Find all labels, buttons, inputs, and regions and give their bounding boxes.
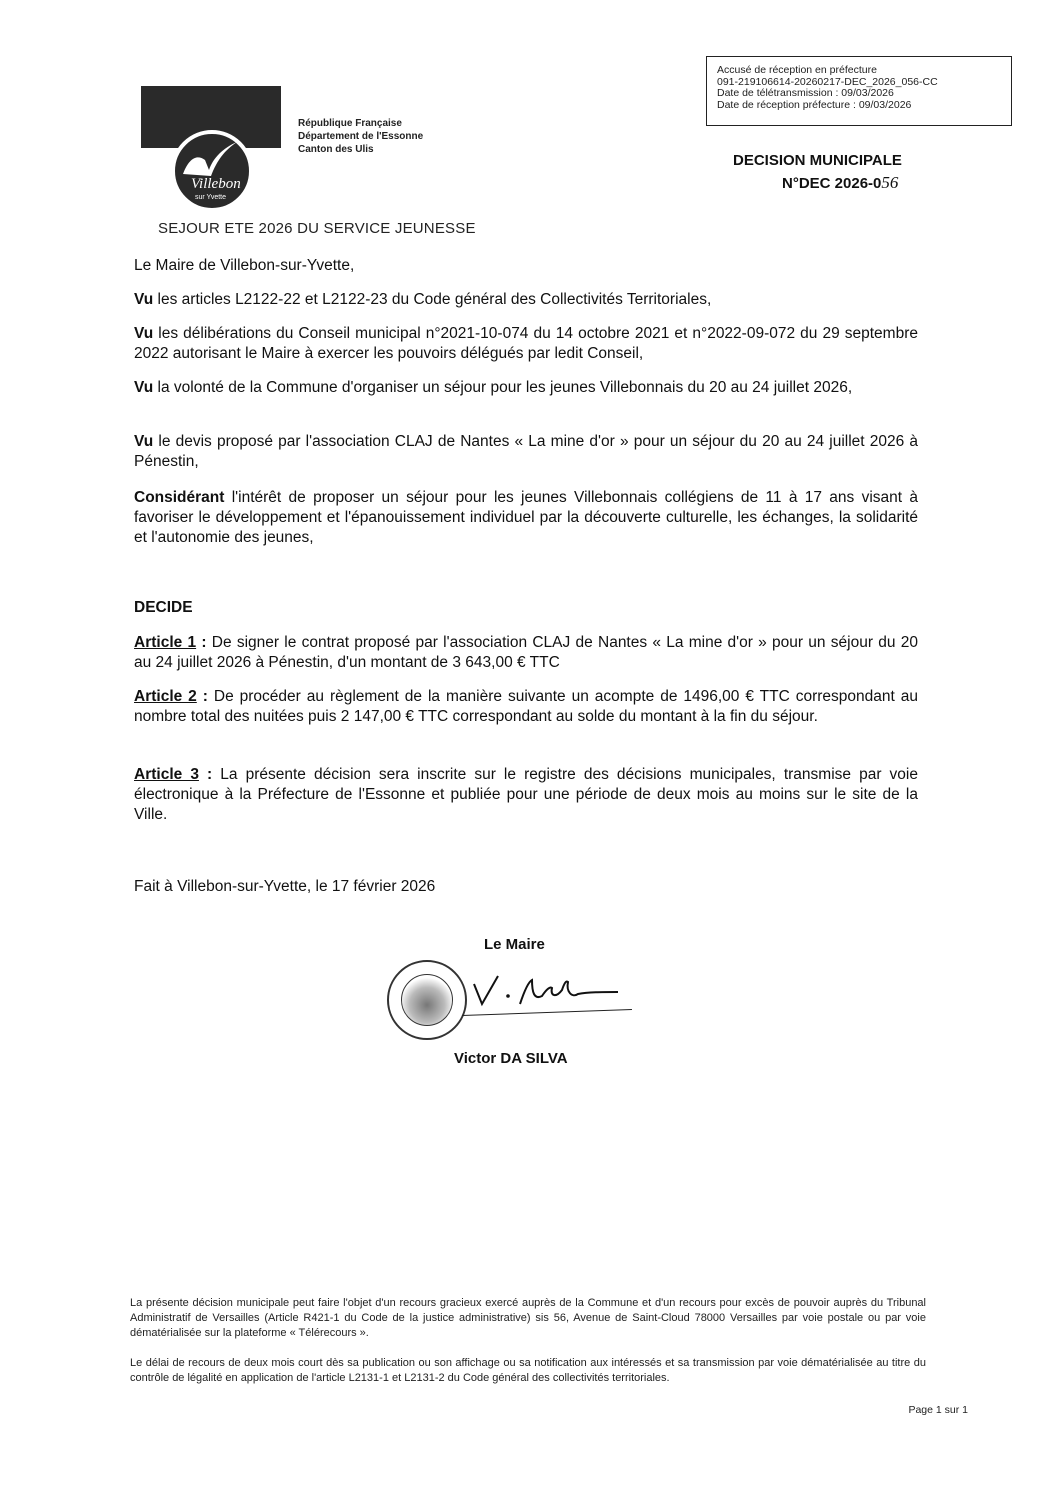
article-3: [134, 765, 918, 825]
vu-text: le devis proposé par l'association CLAJ de Nantes « La mine d'or » pour un séjour du 20 au 24 juillet 2026 à Pénestin,: [134, 433, 918, 470]
stamp-line: Accusé de réception en préfecture: [717, 64, 877, 76]
vu-paragraph: [134, 432, 918, 472]
logo-name: Villebon: [191, 176, 241, 192]
signature-line: [462, 1009, 632, 1016]
considerant-text: l'intérêt de proposer un séjour pour les jeunes Villebonnais collégiens de 11 à 17 ans visant à favoriser le développement et l'épanouissement individuel par la découverte culturelle, les échanges, la solidarité et l'autonomie des jeunes,: [134, 489, 918, 546]
legal-notice-recourse: La présente décision municipale peut faire l'objet d'un recours gracieux exercé auprès de la Commune et d'un recours pour excès de pouvoir auprès du Tribunal Administratif de Versailles (Article R421-1 du Code de la justice administrative) sis 56, Avenue de Saint-Cloud 78000 Versailles par voie postale ou par voie dématérialisée sur la plateforme « Télérecours ».: [130, 1297, 926, 1339]
article-separator: :: [196, 688, 214, 705]
document-subject: SEJOUR ETE 2026 DU SERVICE JEUNESSE: [158, 220, 476, 237]
signature-block: [380, 936, 640, 1076]
considerant-paragraph: [134, 488, 918, 548]
intro-line: Le Maire de Villebon-sur-Yvette,: [134, 257, 355, 274]
decision-title: DECISION MUNICIPALE: [733, 152, 902, 169]
legal-notice-delay: Le délai de recours de deux mois court dès sa publication ou son affichage ou sa notification aux intéressés et sa transmission par voie dématérialisée au titre du contrôle de légalité en application de l'article L2131-1 et L2131-2 du Code général des collectivités territoriales.: [130, 1357, 926, 1384]
article-1: [134, 633, 918, 673]
admin-line: Canton des Ulis: [298, 144, 374, 155]
decision-number-prefix: N°DEC 2026-0: [782, 175, 882, 192]
article-label: Article 3: [134, 766, 199, 783]
signatory-role: Le Maire: [484, 936, 545, 953]
stamp-line: 091-219106614-20260217-DEC_2026_056-CC: [717, 75, 938, 88]
administrative-header: [298, 117, 423, 156]
article-separator: :: [198, 766, 221, 783]
vu-text: les délibérations du Conseil municipal n°2021-10-074 du 14 octobre 2021 et n°2022-09-072 du 29 septembre 2022 autorisant le Maire à exercer les pouvoirs délégués par ledit Conseil,: [134, 325, 918, 362]
handwritten-signature-icon: [472, 970, 622, 1010]
article-text: De signer le contrat proposé par l'association CLAJ de Nantes « La mine d'or » pour un séjour du 20 au 24 juillet 2026 à Pénestin, d'un montant de 3 643,00 € TTC: [134, 634, 918, 671]
bird-swoosh-icon: [179, 140, 239, 180]
logo-subtitle: sur Yvette: [195, 194, 227, 201]
vu-lead: Vu: [134, 325, 154, 342]
decision-number: [782, 173, 898, 193]
vu-paragraph: [134, 378, 918, 398]
signatory-name: Victor DA SILVA: [454, 1050, 568, 1067]
stamp-line: Date de réception préfecture : 09/03/2026: [717, 98, 912, 111]
vu-lead: Vu: [134, 291, 154, 308]
decision-number-handwritten: 56: [881, 173, 899, 192]
considerant-lead: Considérant: [134, 489, 225, 506]
vu-paragraph: [134, 290, 918, 310]
article-label: Article 2: [134, 688, 197, 705]
article-text: De procéder au règlement de la manière suivante un acompte de 1496,00 € TTC correspondant au nombre total des nuitées puis 2 147,00 € TTC correspondant au solde du montant à la fin du séjour.: [134, 688, 918, 725]
vu-lead: Vu: [134, 433, 154, 450]
vu-text: les articles L2122-22 et L2122-23 du Code général des Collectivités Territoriales,: [153, 291, 712, 308]
seal-emblem: [401, 974, 453, 1026]
decide-heading: DECIDE: [134, 599, 193, 616]
vu-text: la volonté de la Commune d'organiser un séjour pour les jeunes Villebonnais du 20 au 24 juillet 2026,: [153, 379, 853, 396]
article-text: La présente décision sera inscrite sur le registre des décisions municipales, transmise par voie électronique à la Préfecture de l'Essonne et publiée pour une période de deux mois au moins sur le site de la Ville.: [134, 766, 918, 823]
article-2: [134, 687, 918, 727]
admin-line: République Française: [298, 118, 402, 129]
vu-lead: Vu: [134, 379, 154, 396]
prefecture-receipt-stamp: [706, 56, 1012, 126]
page-number: Page 1 sur 1: [908, 1404, 968, 1416]
vu-paragraph: [134, 324, 918, 364]
article-label: Article 1: [134, 634, 197, 651]
admin-line: Département de l'Essonne: [298, 131, 424, 142]
article-separator: :: [196, 634, 212, 651]
place-and-date: Fait à Villebon-sur-Yvette, le 17 février 2026: [134, 878, 436, 895]
municipal-seal-icon: [387, 960, 467, 1040]
villebon-logo: [141, 86, 281, 206]
stamp-line: Date de télétransmission : 09/03/2026: [717, 87, 894, 99]
